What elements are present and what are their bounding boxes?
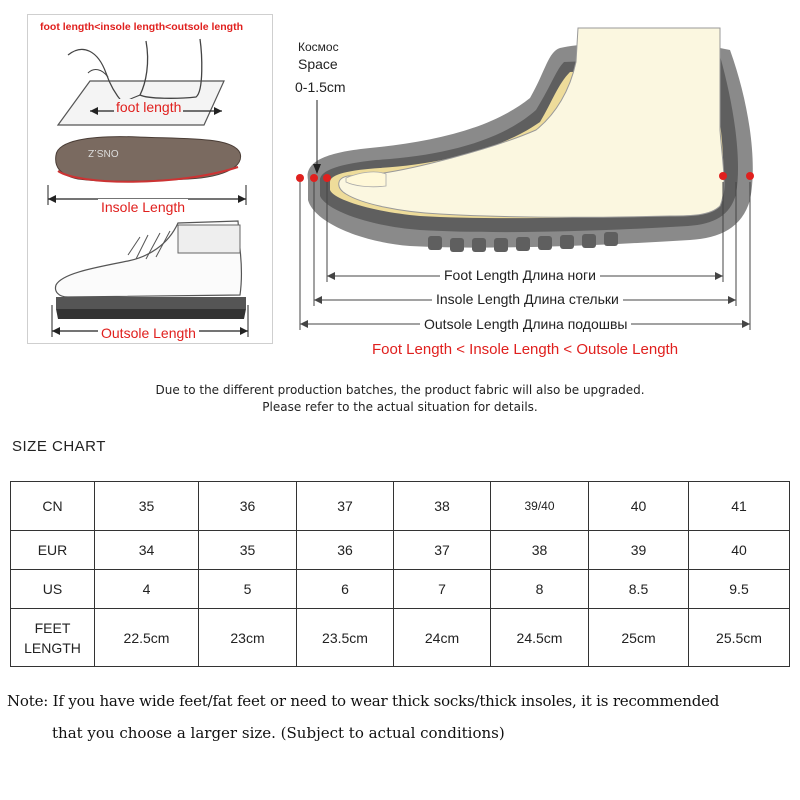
table-cell: 5 xyxy=(199,570,297,609)
table-cell: 40 xyxy=(589,482,689,531)
note-line-2: that you choose a larger size. (Subject to actual conditions) xyxy=(52,724,505,742)
table-cell: 35 xyxy=(199,531,297,570)
space-label-en: Space xyxy=(298,56,338,72)
table-cell: 37 xyxy=(297,482,394,531)
table-cell: 8 xyxy=(491,570,589,609)
table-cell: 23cm xyxy=(199,609,297,667)
row-header-line-1: FEET xyxy=(34,619,71,636)
table-cell: 36 xyxy=(297,531,394,570)
insole-length-label: Insole Length Длина стельки xyxy=(432,291,623,307)
table-cell: 6 xyxy=(297,570,394,609)
table-cell: 25.5cm xyxy=(689,609,790,667)
table-cell: 23.5cm xyxy=(297,609,394,667)
table-cell: 25cm xyxy=(589,609,689,667)
row-header-cn: CN xyxy=(11,482,95,531)
insole-illustration xyxy=(28,127,272,205)
boot-illustration xyxy=(28,215,272,341)
notice-line-2: Please refer to the actual situation for details. xyxy=(262,400,538,414)
table-cell: 36 xyxy=(199,482,297,531)
table-cell: 9.5 xyxy=(689,570,790,609)
table-row xyxy=(11,609,790,667)
table-cell: 7 xyxy=(394,570,491,609)
table-row xyxy=(11,570,790,609)
row-header-line-2: LENGTH xyxy=(24,639,81,656)
note-line-1: Note: If you have wide feet/fat feet or need to wear thick socks/thick insoles, it is recommended xyxy=(7,692,720,710)
insole-length-caption: Insole Length xyxy=(98,199,188,215)
table-cell: 35 xyxy=(95,482,199,531)
table-cell: 38 xyxy=(491,531,589,570)
table-cell: 4 xyxy=(95,570,199,609)
outsole-length-label: Outsole Length Длина подошвы xyxy=(420,316,631,332)
foot-measure-illustration xyxy=(28,33,272,138)
table-cell: 24cm xyxy=(394,609,491,667)
table-cell: 40 xyxy=(689,531,790,570)
table-cell: 39 xyxy=(589,531,689,570)
length-comparison: Foot Length < Insole Length < Outsole Length xyxy=(372,341,679,358)
outsole-length-caption: Outsole Length xyxy=(98,325,199,341)
table-cell: 38 xyxy=(394,482,491,531)
table-cell: 22.5cm xyxy=(95,609,199,667)
space-range: 0-1.5cm xyxy=(295,79,346,95)
foot-length-caption: foot length xyxy=(116,99,182,115)
insole-brand-text: ONS.Z xyxy=(88,147,119,158)
panel-caption: foot length<insole length<outsole length xyxy=(40,21,243,33)
size-chart-title: SIZE CHART xyxy=(12,438,106,455)
table-cell: 37 xyxy=(394,531,491,570)
table-cell: 41 xyxy=(689,482,790,531)
notice-line-1: Due to the different production batches, the product fabric will also be upgraded. xyxy=(155,383,645,397)
table-cell: 8.5 xyxy=(589,570,689,609)
table-row xyxy=(11,482,790,531)
row-header-us: US xyxy=(11,570,95,609)
table-cell: 34 xyxy=(95,531,199,570)
row-header-eur: EUR xyxy=(11,531,95,570)
space-label-ru: Космос xyxy=(298,40,339,54)
table-cell: 24.5cm xyxy=(491,609,589,667)
row-header-feet-length xyxy=(11,609,95,667)
table-row xyxy=(11,531,790,570)
size-chart-table xyxy=(10,481,790,667)
table-cell: 39/40 xyxy=(491,482,589,531)
foot-length-label: Foot Length Длина ноги xyxy=(440,267,600,283)
measurement-guide-panel xyxy=(27,14,273,344)
